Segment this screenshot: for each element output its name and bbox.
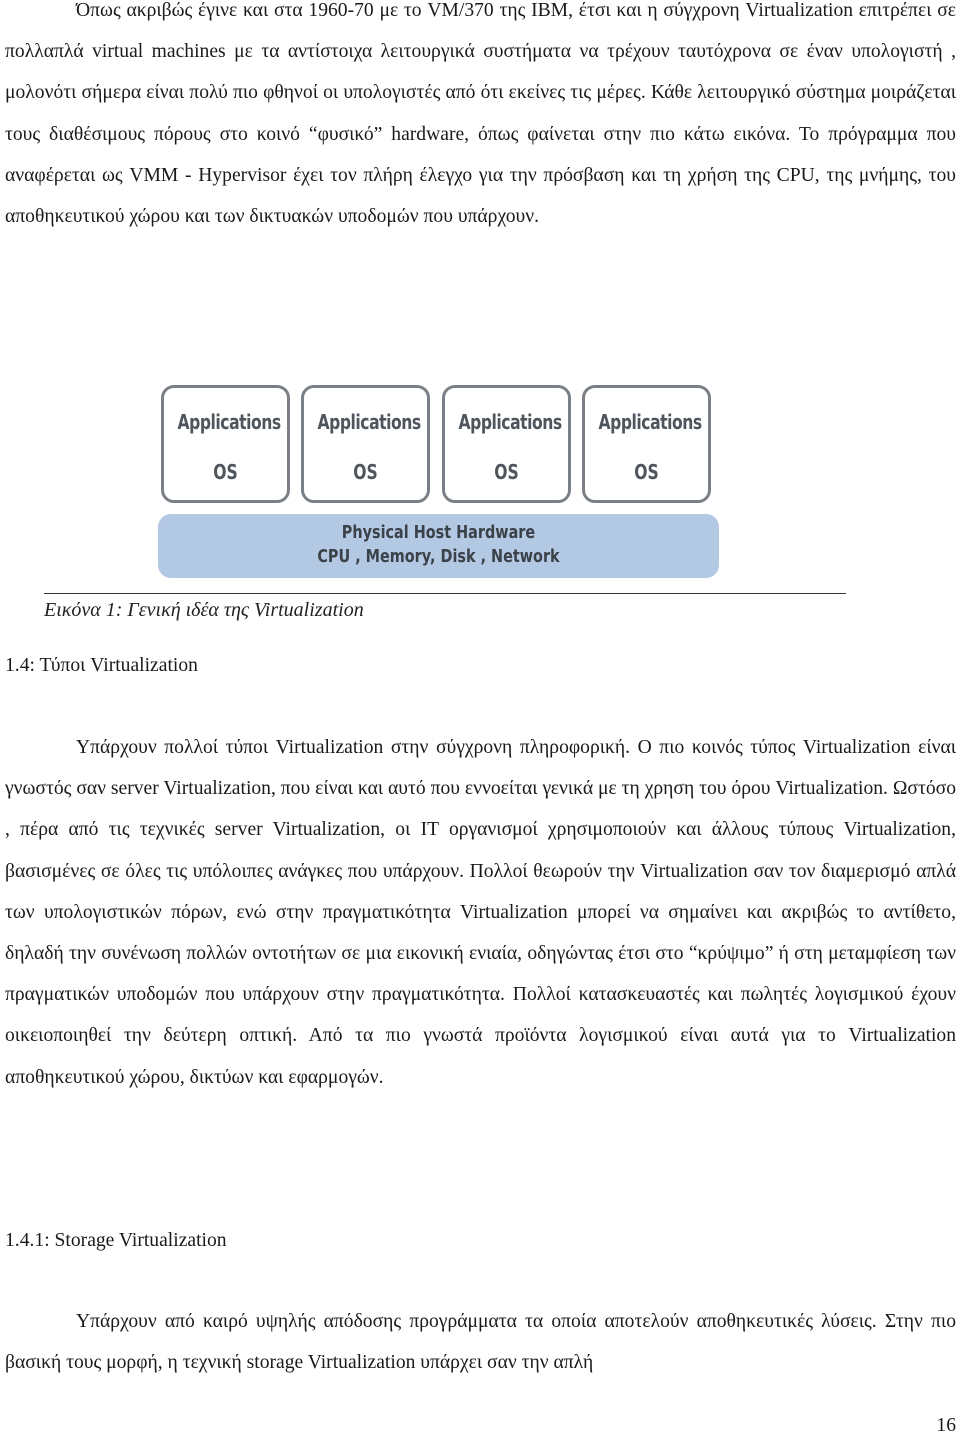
- virtualization-diagram: [150, 378, 730, 588]
- vm-box-3: [442, 385, 571, 503]
- host-resources: CPU , Memory, Disk , Network: [317, 546, 560, 567]
- vm-box-1: [161, 385, 290, 503]
- physical-host-hardware-layer: [158, 514, 719, 578]
- vm-box-4: [582, 385, 711, 503]
- vm-os-label: OS: [494, 460, 519, 484]
- vm-applications-label: Applications: [458, 410, 562, 434]
- figure-caption: Εικόνα 1: Γενική ιδέα της Virtualization: [44, 599, 364, 621]
- intro-paragraph: Όπως ακριβώς έγινε και στα 1960-70 με το VM/370 της IBM, έτσι και η σύγχρονη Virtualization επιτρέπει σε πολλαπλά virtual machines με τα αντίστοιχα λειτουργικά συστήματα να τρέχουν ταυτόχρονα σε έναν υπολογιστή , μολονότι σήμερα είναι πολύ πιο φθηνοί οι υπολογιστές από ότι εκείνες τις μέρες. Κάθε λειτουργικό σύστημα μοιράζεται τους διαθέσιμους πόρους στο κοινό “φυσικό” hardware, όπως φαίνεται στην πιο κάτω εικόνα. Το πρόγραμμα που αναφέρεται ως VMM - Hypervisor έχει τον πλήρη έλεγχο για την πρόσβαση και τη χρήση της CPU, της μνήμης, του αποθηκευτικού χώρου και των δικτυακών υποδομών που υπάρχουν.: [5, 0, 956, 228]
- host-title: Physical Host Hardware: [341, 522, 536, 543]
- vm-applications-label: Applications: [177, 410, 281, 434]
- vm-box-2: [301, 385, 430, 503]
- subsection-heading: 1.4.1: Storage Virtualization: [5, 1230, 227, 1251]
- vm-os-label: OS: [353, 460, 378, 484]
- section-paragraph: Υπάρχουν πολλοί τύποι Virtualization στην σύγχρονη πληροφορική. Ο πιο κοινός τύπος Virtualization είναι γνωστός σαν server Virtualization, που είναι και αυτό που εννοείται γενικά με τη χρηση του όρου Virtualization. Ωστόσο , πέρα από τις τεχνικές server Virtualization, οι IT οργανισμοί χρησιμοποιούν και άλλους τύπους Virtualization, βασισμένες σε όλες τις υπόλοιπες ανάγκες που υπάρχουν. Πολλοί θεωρούν την Virtualization σαν τον διαμερισμό απλά των υπολογιστικών πόρων, ενώ στην πραγματικότητα Virtualization μπορεί να σημαίνει και ακριβώς το αντίθετο, δηλαδή την συνένωση πολλών οντοτήτων σε μια εικονική ενιαία, οδηγώντας έτσι στο “κρύψιμο” ή στη μεταμφίεση των πραγματικών υποδομών που υπάρχουν στην πραγματικότητα. Πολλοί κατασκευαστές και πωλητές λογισμικού έχουν οικειοποιηθεί την δεύτερη οπτική. Από τα πιο γνωστά προϊόντα λογισμικού είναι αυτά για το Virtualization αποθηκευτικού χώρου, δικτύων και εφαρμογών.: [5, 737, 956, 1088]
- subsection-paragraph: Υπάρχουν από καιρό υψηλής απόδοσης προγράμματα τα οποία αποτελούν αποθηκευτικές λύσεις. Στην πιο βασική τους μορφή, η τεχνική storage Virtualization υπάρχει σαν την απλή: [5, 1311, 956, 1374]
- page-number: 16: [936, 1415, 956, 1436]
- vm-applications-label: Applications: [317, 410, 421, 434]
- caption-divider: [44, 593, 846, 594]
- section-heading: 1.4: Τύποι Virtualization: [5, 655, 198, 676]
- vm-os-label: OS: [634, 460, 659, 484]
- vm-os-label: OS: [213, 460, 238, 484]
- vm-applications-label: Applications: [598, 410, 702, 434]
